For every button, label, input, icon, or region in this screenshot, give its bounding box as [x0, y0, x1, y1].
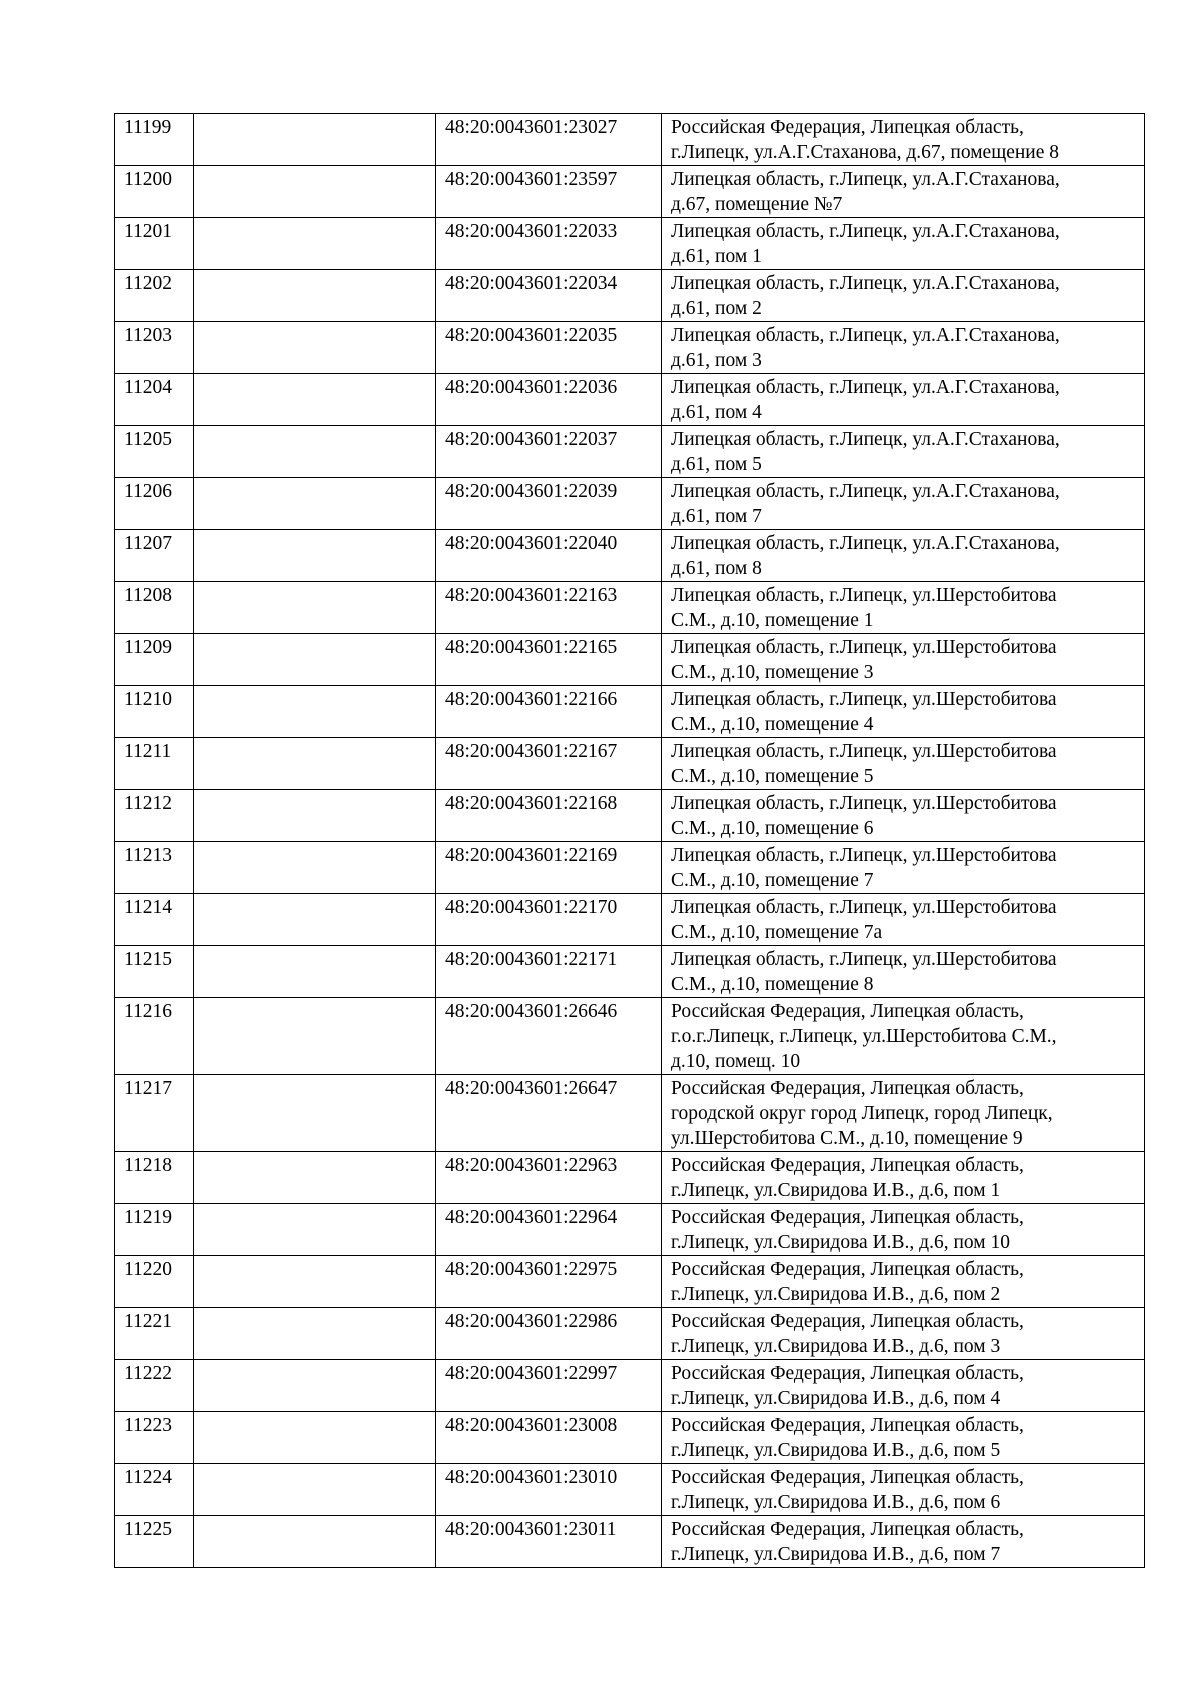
- row-number-cell: 11224: [115, 1464, 194, 1516]
- address-line: С.М., д.10, помещение 1: [671, 610, 874, 631]
- address-cell: [662, 218, 1145, 270]
- table-row: [115, 322, 1145, 374]
- cadastral-number-cell: 48:20:0043601:23011: [436, 1516, 662, 1568]
- address-line: Липецкая область, г.Липецк, ул.Шерстобитова: [671, 949, 1057, 970]
- address-line: С.М., д.10, помещение 3: [671, 662, 874, 683]
- empty-cell: [194, 426, 436, 478]
- address-line: д.61, пом 5: [671, 454, 762, 475]
- cadastral-number-cell: 48:20:0043601:22170: [436, 894, 662, 946]
- empty-cell: [194, 322, 436, 374]
- property-registry-table: [114, 113, 1145, 1568]
- address-line: С.М., д.10, помещение 8: [671, 974, 874, 995]
- row-number-cell: 11220: [115, 1256, 194, 1308]
- cadastral-number-cell: 48:20:0043601:22997: [436, 1360, 662, 1412]
- row-number-cell: 11211: [115, 738, 194, 790]
- address-line: Липецкая область, г.Липецк, ул.Шерстобитова: [671, 689, 1057, 710]
- empty-cell: [194, 894, 436, 946]
- empty-cell: [194, 634, 436, 686]
- address-cell: [662, 946, 1145, 998]
- address-line: Российская Федерация, Липецкая область,: [671, 1311, 1024, 1332]
- address-line: г.Липецк, ул.Свиридова И.В., д.6, пом 7: [671, 1544, 1001, 1565]
- empty-cell: [194, 842, 436, 894]
- table-row: [115, 686, 1145, 738]
- address-line: г.Липецк, ул.Свиридова И.В., д.6, пом 3: [671, 1336, 1001, 1357]
- empty-cell: [194, 1412, 436, 1464]
- cadastral-number-cell: 48:20:0043601:22036: [436, 374, 662, 426]
- address-cell: [662, 1256, 1145, 1308]
- empty-cell: [194, 1308, 436, 1360]
- address-line: д.67, помещение №7: [671, 194, 843, 215]
- empty-cell: [194, 790, 436, 842]
- cadastral-number-cell: 48:20:0043601:22037: [436, 426, 662, 478]
- table-row: [115, 998, 1145, 1075]
- cadastral-number-cell: 48:20:0043601:22963: [436, 1152, 662, 1204]
- cadastral-number-cell: 48:20:0043601:22169: [436, 842, 662, 894]
- address-line: С.М., д.10, помещение 7а: [671, 922, 883, 943]
- address-cell: [662, 1308, 1145, 1360]
- empty-cell: [194, 374, 436, 426]
- row-number-cell: 11212: [115, 790, 194, 842]
- address-line: Липецкая область, г.Липецк, ул.Шерстобитова: [671, 741, 1057, 762]
- empty-cell: [194, 998, 436, 1075]
- cadastral-number-cell: 48:20:0043601:23027: [436, 114, 662, 166]
- table-row: [115, 166, 1145, 218]
- cadastral-number-cell: 48:20:0043601:22964: [436, 1204, 662, 1256]
- cadastral-number-cell: 48:20:0043601:22165: [436, 634, 662, 686]
- address-line: г.Липецк, ул.Свиридова И.В., д.6, пом 10: [671, 1232, 1010, 1253]
- address-cell: [662, 686, 1145, 738]
- address-cell: [662, 842, 1145, 894]
- address-line: Липецкая область, г.Липецк, ул.Шерстобитова: [671, 793, 1057, 814]
- address-line: д.10, помещ. 10: [671, 1051, 801, 1072]
- table-row: [115, 530, 1145, 582]
- address-line: д.61, пом 7: [671, 506, 762, 527]
- cadastral-number-cell: 48:20:0043601:22975: [436, 1256, 662, 1308]
- row-number-cell: 11225: [115, 1516, 194, 1568]
- address-line: г.Липецк, ул.Свиридова И.В., д.6, пом 1: [671, 1180, 1001, 1201]
- row-number-cell: 11202: [115, 270, 194, 322]
- cadastral-number-cell: 48:20:0043601:22039: [436, 478, 662, 530]
- table-row: [115, 1360, 1145, 1412]
- table-row: [115, 1308, 1145, 1360]
- address-line: С.М., д.10, помещение 4: [671, 714, 874, 735]
- address-line: г.Липецк, ул.Свиридова И.В., д.6, пом 2: [671, 1284, 1001, 1305]
- address-cell: [662, 1152, 1145, 1204]
- address-line: Липецкая область, г.Липецк, ул.А.Г.Стаханова,: [671, 533, 1060, 554]
- address-line: Российская Федерация, Липецкая область,: [671, 1259, 1024, 1280]
- address-cell: [662, 1360, 1145, 1412]
- address-cell: [662, 998, 1145, 1075]
- table-row: [115, 1516, 1145, 1568]
- empty-cell: [194, 270, 436, 322]
- cadastral-number-cell: 48:20:0043601:22167: [436, 738, 662, 790]
- empty-cell: [194, 218, 436, 270]
- cadastral-number-cell: 48:20:0043601:22171: [436, 946, 662, 998]
- row-number-cell: 11200: [115, 166, 194, 218]
- address-line: Российская Федерация, Липецкая область,: [671, 1078, 1024, 1099]
- address-cell: [662, 894, 1145, 946]
- address-line: Липецкая область, г.Липецк, ул.Шерстобитова: [671, 845, 1057, 866]
- empty-cell: [194, 946, 436, 998]
- cadastral-number-cell: 48:20:0043601:22035: [436, 322, 662, 374]
- empty-cell: [194, 1075, 436, 1152]
- cadastral-number-cell: 48:20:0043601:23008: [436, 1412, 662, 1464]
- address-cell: [662, 374, 1145, 426]
- table-row: [115, 374, 1145, 426]
- cadastral-number-cell: 48:20:0043601:22168: [436, 790, 662, 842]
- empty-cell: [194, 166, 436, 218]
- table-row: [115, 634, 1145, 686]
- table-row: [115, 946, 1145, 998]
- row-number-cell: 11206: [115, 478, 194, 530]
- row-number-cell: 11205: [115, 426, 194, 478]
- address-cell: [662, 478, 1145, 530]
- address-line: Липецкая область, г.Липецк, ул.А.Г.Стаханова,: [671, 169, 1060, 190]
- cadastral-number-cell: 48:20:0043601:22040: [436, 530, 662, 582]
- row-number-cell: 11219: [115, 1204, 194, 1256]
- address-cell: [662, 166, 1145, 218]
- empty-cell: [194, 530, 436, 582]
- address-line: г.Липецк, ул.Свиридова И.В., д.6, пом 6: [671, 1492, 1001, 1513]
- row-number-cell: 11221: [115, 1308, 194, 1360]
- empty-cell: [194, 114, 436, 166]
- address-line: ул.Шерстобитова С.М., д.10, помещение 9: [671, 1128, 1023, 1149]
- address-line: Липецкая область, г.Липецк, ул.А.Г.Стаханова,: [671, 325, 1060, 346]
- cadastral-number-cell: 48:20:0043601:22166: [436, 686, 662, 738]
- cadastral-number-cell: 48:20:0043601:22986: [436, 1308, 662, 1360]
- table-row: [115, 478, 1145, 530]
- address-line: Российская Федерация, Липецкая область,: [671, 1155, 1024, 1176]
- table-row: [115, 218, 1145, 270]
- empty-cell: [194, 1360, 436, 1412]
- address-line: Липецкая область, г.Липецк, ул.А.Г.Стаханова,: [671, 481, 1060, 502]
- address-line: Российская Федерация, Липецкая область,: [671, 1467, 1024, 1488]
- row-number-cell: 11223: [115, 1412, 194, 1464]
- row-number-cell: 11210: [115, 686, 194, 738]
- empty-cell: [194, 582, 436, 634]
- cadastral-number-cell: 48:20:0043601:26646: [436, 998, 662, 1075]
- empty-cell: [194, 738, 436, 790]
- empty-cell: [194, 1256, 436, 1308]
- empty-cell: [194, 686, 436, 738]
- address-cell: [662, 738, 1145, 790]
- address-line: д.61, пом 1: [671, 246, 762, 267]
- table-row: [115, 738, 1145, 790]
- table-body: [115, 114, 1145, 1568]
- table-row: [115, 1464, 1145, 1516]
- row-number-cell: 11203: [115, 322, 194, 374]
- table-row: [115, 114, 1145, 166]
- cadastral-number-cell: 48:20:0043601:23010: [436, 1464, 662, 1516]
- address-line: д.61, пом 2: [671, 298, 762, 319]
- address-cell: [662, 530, 1145, 582]
- address-cell: [662, 114, 1145, 166]
- address-line: Липецкая область, г.Липецк, ул.А.Г.Стаханова,: [671, 221, 1060, 242]
- address-line: Российская Федерация, Липецкая область,: [671, 1207, 1024, 1228]
- table-row: [115, 842, 1145, 894]
- table-row: [115, 426, 1145, 478]
- address-cell: [662, 322, 1145, 374]
- row-number-cell: 11218: [115, 1152, 194, 1204]
- address-line: д.61, пом 3: [671, 350, 762, 371]
- table-row: [115, 1256, 1145, 1308]
- address-line: г.о.г.Липецк, г.Липецк, ул.Шерстобитова С.М.,: [671, 1026, 1057, 1047]
- cadastral-number-cell: 48:20:0043601:26647: [436, 1075, 662, 1152]
- address-line: Липецкая область, г.Липецк, ул.Шерстобитова: [671, 585, 1057, 606]
- table-row: [115, 582, 1145, 634]
- address-cell: [662, 790, 1145, 842]
- address-cell: [662, 270, 1145, 322]
- row-number-cell: 11216: [115, 998, 194, 1075]
- empty-cell: [194, 1204, 436, 1256]
- row-number-cell: 11213: [115, 842, 194, 894]
- table-row: [115, 1075, 1145, 1152]
- row-number-cell: 11201: [115, 218, 194, 270]
- address-line: Липецкая область, г.Липецк, ул.А.Г.Стаханова,: [671, 377, 1060, 398]
- empty-cell: [194, 478, 436, 530]
- row-number-cell: 11207: [115, 530, 194, 582]
- address-line: Российская Федерация, Липецкая область,: [671, 1415, 1024, 1436]
- empty-cell: [194, 1152, 436, 1204]
- row-number-cell: 11214: [115, 894, 194, 946]
- row-number-cell: 11208: [115, 582, 194, 634]
- address-line: С.М., д.10, помещение 7: [671, 870, 874, 891]
- table-row: [115, 790, 1145, 842]
- address-line: С.М., д.10, помещение 5: [671, 766, 874, 787]
- address-line: д.61, пом 4: [671, 402, 762, 423]
- address-cell: [662, 426, 1145, 478]
- address-cell: [662, 1516, 1145, 1568]
- address-line: Российская Федерация, Липецкая область,: [671, 1363, 1024, 1384]
- address-line: городской округ город Липецк, город Липецк,: [671, 1103, 1053, 1124]
- empty-cell: [194, 1464, 436, 1516]
- address-line: Липецкая область, г.Липецк, ул.А.Г.Стаханова,: [671, 273, 1060, 294]
- cadastral-number-cell: 48:20:0043601:22163: [436, 582, 662, 634]
- row-number-cell: 11204: [115, 374, 194, 426]
- address-line: г.Липецк, ул.Свиридова И.В., д.6, пом 4: [671, 1388, 1001, 1409]
- table-row: [115, 270, 1145, 322]
- address-line: д.61, пом 8: [671, 558, 762, 579]
- table-row: [115, 1152, 1145, 1204]
- cadastral-number-cell: 48:20:0043601:23597: [436, 166, 662, 218]
- address-line: С.М., д.10, помещение 6: [671, 818, 874, 839]
- address-line: Российская Федерация, Липецкая область,: [671, 117, 1024, 138]
- row-number-cell: 11215: [115, 946, 194, 998]
- cadastral-number-cell: 48:20:0043601:22034: [436, 270, 662, 322]
- address-cell: [662, 1464, 1145, 1516]
- address-cell: [662, 634, 1145, 686]
- empty-cell: [194, 1516, 436, 1568]
- row-number-cell: 11217: [115, 1075, 194, 1152]
- row-number-cell: 11199: [115, 114, 194, 166]
- address-line: Российская Федерация, Липецкая область,: [671, 1519, 1024, 1540]
- row-number-cell: 11209: [115, 634, 194, 686]
- address-line: Липецкая область, г.Липецк, ул.Шерстобитова: [671, 897, 1057, 918]
- table-row: [115, 894, 1145, 946]
- address-line: Российская Федерация, Липецкая область,: [671, 1001, 1024, 1022]
- address-line: Липецкая область, г.Липецк, ул.А.Г.Стаханова,: [671, 429, 1060, 450]
- address-line: г.Липецк, ул.Свиридова И.В., д.6, пом 5: [671, 1440, 1001, 1461]
- table-row: [115, 1412, 1145, 1464]
- address-cell: [662, 1204, 1145, 1256]
- address-cell: [662, 1075, 1145, 1152]
- address-cell: [662, 1412, 1145, 1464]
- table-row: [115, 1204, 1145, 1256]
- address-cell: [662, 582, 1145, 634]
- address-line: г.Липецк, ул.А.Г.Стаханова, д.67, помещение 8: [671, 142, 1060, 163]
- cadastral-number-cell: 48:20:0043601:22033: [436, 218, 662, 270]
- row-number-cell: 11222: [115, 1360, 194, 1412]
- address-line: Липецкая область, г.Липецк, ул.Шерстобитова: [671, 637, 1057, 658]
